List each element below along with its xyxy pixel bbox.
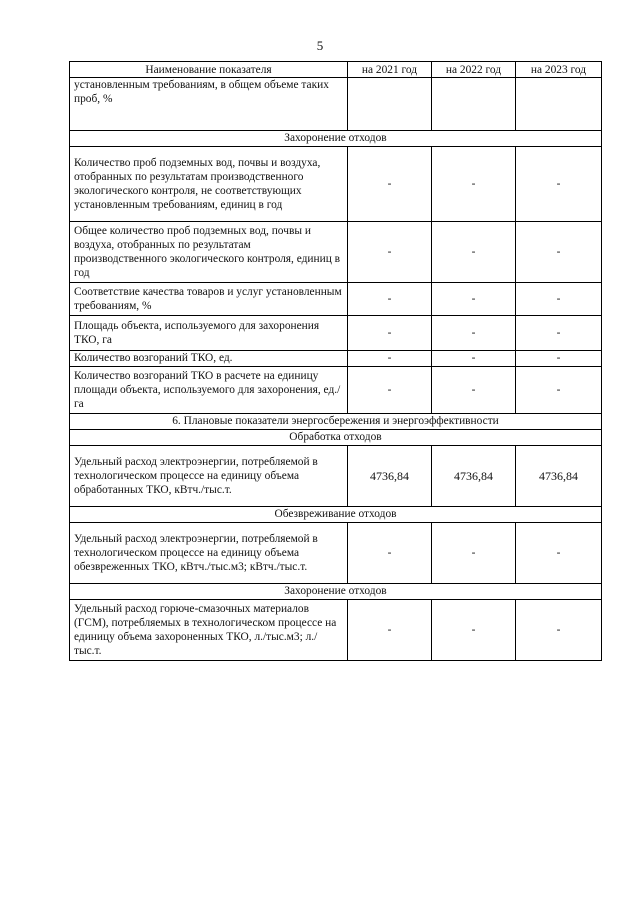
page-number: 5 bbox=[316, 38, 324, 53]
value-2021: - bbox=[348, 222, 432, 283]
header-2023: на 2023 год bbox=[516, 62, 602, 78]
table-row bbox=[70, 351, 602, 367]
indicator-name: Удельный расход горюче-смазочных материалов (ГСМ), потребляемых в технологическом процессе на единицу объема захороненных ТКО, л./тыс.м3; л./тыс.т. bbox=[70, 600, 348, 661]
value-2022: - bbox=[432, 523, 516, 584]
table-row bbox=[70, 523, 602, 584]
indicators-table bbox=[69, 61, 602, 661]
indicator-name: Площадь объекта, используемого для захоронения ТКО, га bbox=[70, 316, 348, 351]
indicator-name: Количество возгораний ТКО, ед. bbox=[70, 351, 348, 367]
value-2022: - bbox=[432, 283, 516, 316]
value-2023: - bbox=[516, 283, 602, 316]
header-2021: на 2021 год bbox=[348, 62, 432, 78]
table-row bbox=[70, 283, 602, 316]
value-2023: - bbox=[516, 316, 602, 351]
section-row bbox=[70, 507, 602, 523]
value-2021 bbox=[348, 78, 432, 131]
table-row bbox=[70, 316, 602, 351]
value-2022: - bbox=[432, 367, 516, 414]
table-row bbox=[70, 446, 602, 507]
value-2023: - bbox=[516, 523, 602, 584]
value-2021: - bbox=[348, 316, 432, 351]
value-2023: - bbox=[516, 147, 602, 222]
value-2022: 4736,84 bbox=[432, 446, 516, 507]
table-row bbox=[70, 147, 602, 222]
section-title: 6. Плановые показатели энергосбережения и энергоэффективности bbox=[70, 414, 602, 430]
value-2022: - bbox=[432, 222, 516, 283]
section-title: Обезвреживание отходов bbox=[70, 507, 602, 523]
table-header-row bbox=[70, 62, 602, 78]
value-2022: - bbox=[432, 147, 516, 222]
indicator-name: установленным требованиям, в общем объеме таких проб, % bbox=[70, 78, 348, 131]
table-row bbox=[70, 222, 602, 283]
value-2023: - bbox=[516, 351, 602, 367]
value-2023: 4736,84 bbox=[516, 446, 602, 507]
value-2021: - bbox=[348, 523, 432, 584]
value-2022 bbox=[432, 78, 516, 131]
section-row bbox=[70, 430, 602, 446]
value-2023 bbox=[516, 78, 602, 131]
header-indicator-name: Наименование показателя bbox=[70, 62, 348, 78]
value-2022: - bbox=[432, 600, 516, 661]
indicator-name: Общее количество проб подземных вод, почвы и воздуха, отобранных по результатам производственного экологического контроля, единиц в год bbox=[70, 222, 348, 283]
value-2023: - bbox=[516, 600, 602, 661]
indicator-name: Количество проб подземных вод, почвы и воздуха, отобранных по результатам производственного экологического контроля, не соответствующих установленным требованиям, единиц в год bbox=[70, 147, 348, 222]
value-2022: - bbox=[432, 316, 516, 351]
value-2021: - bbox=[348, 147, 432, 222]
table-row bbox=[70, 367, 602, 414]
value-2023: - bbox=[516, 222, 602, 283]
section-row bbox=[70, 584, 602, 600]
indicator-name: Количество возгораний ТКО в расчете на единицу площади объекта, используемого для захоронения, ед./га bbox=[70, 367, 348, 414]
table-row bbox=[70, 78, 602, 131]
section-row bbox=[70, 131, 602, 147]
indicator-name: Удельный расход электроэнергии, потребляемой в технологическом процессе на единицу объема обработанных ТКО, кВтч./тыс.т. bbox=[70, 446, 348, 507]
value-2021: - bbox=[348, 283, 432, 316]
value-2021: - bbox=[348, 600, 432, 661]
indicator-name: Удельный расход электроэнергии, потребляемой в технологическом процессе на единицу объема обезвреженных ТКО, кВтч./тыс.м3; кВтч./тыс.т. bbox=[70, 523, 348, 584]
section-title: Захоронение отходов bbox=[70, 584, 602, 600]
section-title: Обработка отходов bbox=[70, 430, 602, 446]
value-2021: - bbox=[348, 367, 432, 414]
table-row bbox=[70, 600, 602, 661]
value-2021: 4736,84 bbox=[348, 446, 432, 507]
indicator-name: Соответствие качества товаров и услуг установленным требованиям, % bbox=[70, 283, 348, 316]
value-2021: - bbox=[348, 351, 432, 367]
value-2022: - bbox=[432, 351, 516, 367]
section-row bbox=[70, 414, 602, 430]
value-2023: - bbox=[516, 367, 602, 414]
section-title: Захоронение отходов bbox=[70, 131, 602, 147]
header-2022: на 2022 год bbox=[432, 62, 516, 78]
